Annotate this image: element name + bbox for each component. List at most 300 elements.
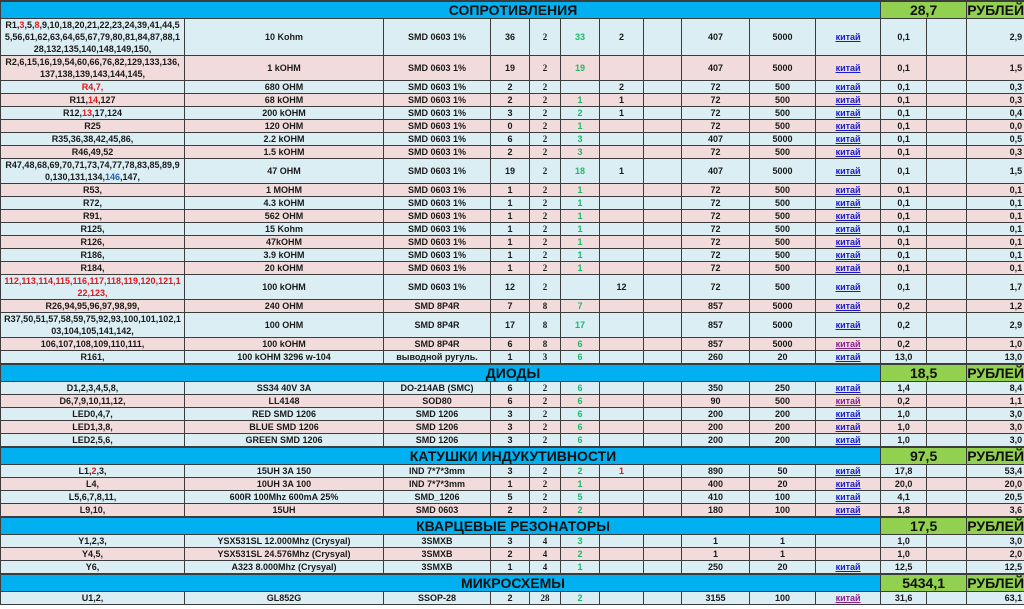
value-cell: 1 kOHM <box>185 56 384 81</box>
package-cell: SMD 0603 1% <box>384 197 491 210</box>
reel-price-cell: 72 <box>682 275 750 300</box>
empty-cell <box>644 81 682 94</box>
missing-cell <box>600 338 644 351</box>
supplier-cell <box>816 491 881 504</box>
qty-cell: 12 <box>491 275 530 300</box>
supplier-link[interactable]: китай <box>835 32 861 42</box>
table-row <box>1 300 1024 313</box>
designator-text: R35,36,38,42,45,86, <box>51 134 134 144</box>
supplier-link[interactable]: китай <box>835 409 861 419</box>
package-cell: SMD 0603 1% <box>384 184 491 197</box>
qty-cell: 1 <box>491 561 530 575</box>
empty-cell <box>644 210 682 223</box>
package-cell: SMD 0603 1% <box>384 133 491 146</box>
section-title <box>1 517 881 535</box>
section-sum: 17,5 <box>881 517 967 535</box>
total-cell: 3,0 <box>967 434 1024 448</box>
unit-price-cell: 0,1 <box>881 120 927 133</box>
package-cell: SMD 0603 1% <box>384 249 491 262</box>
qty-cell: 7 <box>491 300 530 313</box>
designators-cell <box>1 491 185 504</box>
supplier-link[interactable]: китай <box>835 147 861 157</box>
total-cell: 0,0 <box>967 120 1024 133</box>
reel-qty-cell: 500 <box>750 262 816 275</box>
unit-price-cell: 1,0 <box>881 408 927 421</box>
reel-qty-cell: 20 <box>750 351 816 365</box>
designator-text: 8 <box>34 20 40 30</box>
empty-cell <box>927 236 967 249</box>
designators-cell <box>1 478 185 491</box>
package-cell: SMD 8P4R <box>384 313 491 338</box>
designators-cell <box>1 338 185 351</box>
package-cell: SMD 0603 1% <box>384 210 491 223</box>
missing-cell <box>600 548 644 561</box>
pins-cell: 2 <box>530 184 561 197</box>
empty-cell <box>927 351 967 365</box>
package-cell: SMD 0603 1% <box>384 159 491 184</box>
reel-price-cell: 72 <box>682 94 750 107</box>
total-cell: 0,3 <box>967 146 1024 159</box>
supplier-cell <box>816 210 881 223</box>
package-cell: SMD 0603 1% <box>384 94 491 107</box>
supplier-link[interactable]: китай <box>835 108 861 118</box>
qty-cell: 3 <box>491 434 530 448</box>
stock-cell: 1 <box>561 94 600 107</box>
supplier-link[interactable]: китай <box>835 250 861 260</box>
qty-cell: 3 <box>491 465 530 478</box>
empty-cell <box>927 465 967 478</box>
supplier-link[interactable]: китай <box>835 320 861 330</box>
stock-cell: 3 <box>561 146 600 159</box>
empty-cell <box>644 382 682 395</box>
table-row <box>1 465 1024 478</box>
reel-price-cell: 260 <box>682 351 750 365</box>
empty-cell <box>644 421 682 434</box>
supplier-link[interactable]: китай <box>835 479 861 489</box>
value-cell: 47kOHM <box>185 236 384 249</box>
unit-price-cell: 0,1 <box>881 56 927 81</box>
package-cell: 3SMXB <box>384 548 491 561</box>
supplier-link[interactable]: китай <box>835 492 861 502</box>
supplier-link[interactable]: китай <box>835 211 861 221</box>
section-header <box>1 517 1024 535</box>
supplier-link[interactable]: китай <box>835 82 861 92</box>
reel-price-cell: 72 <box>682 81 750 94</box>
designators-cell <box>1 408 185 421</box>
empty-cell <box>644 236 682 249</box>
empty-cell <box>927 504 967 518</box>
reel-price-cell: 410 <box>682 491 750 504</box>
supplier-cell <box>816 421 881 434</box>
empty-cell <box>927 338 967 351</box>
empty-cell <box>927 81 967 94</box>
designator-text: ,17,124 <box>92 108 123 118</box>
supplier-link[interactable]: китай <box>835 301 861 311</box>
table-row <box>1 146 1024 159</box>
reel-qty-cell: 500 <box>750 210 816 223</box>
unit-price-cell: 0,1 <box>881 262 927 275</box>
qty-cell: 2 <box>491 94 530 107</box>
total-cell: 0,3 <box>967 81 1024 94</box>
missing-cell <box>600 504 644 518</box>
supplier-cell <box>816 504 881 518</box>
stock-cell: 18 <box>561 159 600 184</box>
empty-cell <box>644 223 682 236</box>
empty-cell <box>927 107 967 120</box>
designators-cell <box>1 535 185 548</box>
value-cell: GREEN SMD 1206 <box>185 434 384 448</box>
reel-price-cell: 72 <box>682 223 750 236</box>
pins-cell: 2 <box>530 210 561 223</box>
designator-text: R46,49,52 <box>71 147 114 157</box>
reel-price-cell: 72 <box>682 146 750 159</box>
unit-price-cell: 0,2 <box>881 313 927 338</box>
value-cell: 680 OHM <box>185 81 384 94</box>
value-cell: 600R 100Mhz 600mA 25% <box>185 491 384 504</box>
table-row <box>1 197 1024 210</box>
package-cell: SMD_1206 <box>384 491 491 504</box>
value-cell: 15 Kohm <box>185 223 384 236</box>
pins-cell: 8 <box>530 313 561 338</box>
missing-cell <box>600 313 644 338</box>
designator-text: ,147, <box>120 172 141 182</box>
missing-cell <box>600 434 644 448</box>
supplier-link[interactable]: китай <box>835 198 861 208</box>
reel-price-cell: 72 <box>682 236 750 249</box>
total-cell: 3,0 <box>967 421 1024 434</box>
table-row <box>1 107 1024 120</box>
stock-cell: 6 <box>561 421 600 434</box>
reel-price-cell: 1 <box>682 535 750 548</box>
designator-text: R91, <box>82 211 102 221</box>
pins-cell: 2 <box>530 236 561 249</box>
empty-cell <box>927 120 967 133</box>
empty-cell <box>644 159 682 184</box>
designators-cell <box>1 313 185 338</box>
reel-price-cell: 72 <box>682 107 750 120</box>
package-cell: SMD 0603 1% <box>384 223 491 236</box>
package-cell: SMD 0603 1% <box>384 107 491 120</box>
stock-cell: 6 <box>561 434 600 448</box>
pins-cell: 2 <box>530 434 561 448</box>
supplier-link[interactable]: китай <box>835 562 861 572</box>
package-cell: DO-214AB (SMC) <box>384 382 491 395</box>
value-cell: 10UH 3A 100 <box>185 478 384 491</box>
total-cell: 1,5 <box>967 159 1024 184</box>
value-cell: YSX531SL 12.000Mhz (Crysyal) <box>185 535 384 548</box>
empty-cell <box>927 313 967 338</box>
designators-cell <box>1 107 185 120</box>
package-cell: SMD 0603 1% <box>384 146 491 159</box>
designator-text: R47,48,68,69,70,71,73,74,77,78,83,85,89,90,130,131,134, <box>5 160 180 182</box>
unit-price-cell: 0,1 <box>881 210 927 223</box>
section-currency: РУБЛЕЙ <box>967 2 1024 18</box>
supplier-cell <box>816 548 881 561</box>
supplier-link[interactable]: китай <box>835 134 861 144</box>
missing-cell <box>600 561 644 575</box>
package-cell: SMD 0603 1% <box>384 81 491 94</box>
empty-cell <box>644 351 682 365</box>
supplier-cell <box>816 592 881 605</box>
unit-price-cell: 0,1 <box>881 94 927 107</box>
reel-qty-cell: 1 <box>750 535 816 548</box>
section-header <box>1 1 1024 19</box>
empty-cell <box>644 120 682 133</box>
designators-cell <box>1 56 185 81</box>
value-cell: GL852G <box>185 592 384 605</box>
total-cell: 3,6 <box>967 504 1024 518</box>
value-cell: 100 kOHM <box>185 338 384 351</box>
empty-cell <box>644 592 682 605</box>
designators-cell <box>1 223 185 236</box>
supplier-link[interactable]: китай <box>835 95 861 105</box>
reel-price-cell: 857 <box>682 300 750 313</box>
reel-price-cell: 72 <box>682 210 750 223</box>
qty-cell: 1 <box>491 210 530 223</box>
total-cell: 20,0 <box>967 478 1024 491</box>
designators-cell <box>1 184 185 197</box>
reel-qty-cell: 250 <box>750 382 816 395</box>
empty-cell <box>927 275 967 300</box>
qty-cell: 6 <box>491 338 530 351</box>
unit-price-cell: 4,1 <box>881 491 927 504</box>
supplier-link[interactable]: китай <box>835 396 861 406</box>
supplier-link[interactable]: китай <box>835 185 861 195</box>
reel-qty-cell: 5000 <box>750 56 816 81</box>
value-cell: 20 kOHM <box>185 262 384 275</box>
pins-cell: 2 <box>530 159 561 184</box>
reel-qty-cell: 500 <box>750 184 816 197</box>
value-cell: 15UH 3A 150 <box>185 465 384 478</box>
designator-text: R11, <box>69 95 88 105</box>
reel-qty-cell: 5000 <box>750 159 816 184</box>
pins-cell: 2 <box>530 275 561 300</box>
supplier-link[interactable]: китай <box>835 339 861 349</box>
empty-cell <box>927 535 967 548</box>
unit-price-cell: 0,1 <box>881 223 927 236</box>
total-cell: 1,5 <box>967 56 1024 81</box>
reel-qty-cell: 200 <box>750 421 816 434</box>
table-row <box>1 408 1024 421</box>
qty-cell: 2 <box>491 592 530 605</box>
package-cell: SMD 1206 <box>384 434 491 448</box>
reel-price-cell: 72 <box>682 197 750 210</box>
missing-cell: 1 <box>600 94 644 107</box>
supplier-cell <box>816 94 881 107</box>
supplier-cell <box>816 249 881 262</box>
value-cell: 10 Kohm <box>185 19 384 56</box>
table-row <box>1 159 1024 184</box>
table-row <box>1 56 1024 81</box>
designator-text: 112,113,114,115,116,117,118,119,120,121,122,123, <box>4 276 181 298</box>
section-currency: РУБЛЕЙ <box>967 448 1024 464</box>
table-row <box>1 434 1024 448</box>
unit-price-cell: 1,0 <box>881 535 927 548</box>
supplier-link[interactable]: китай <box>835 422 861 432</box>
supplier-link[interactable]: китай <box>835 383 861 393</box>
package-cell: SMD 8P4R <box>384 300 491 313</box>
supplier-link[interactable]: китай <box>835 505 861 515</box>
empty-cell <box>927 434 967 448</box>
reel-qty-cell: 5000 <box>750 133 816 146</box>
designator-text: L1, <box>78 466 92 476</box>
package-cell: SMD 0603 1% <box>384 275 491 300</box>
designator-text: Y4,5, <box>81 549 103 559</box>
missing-cell <box>600 133 644 146</box>
unit-price-cell: 0,1 <box>881 249 927 262</box>
pins-cell: 2 <box>530 120 561 133</box>
reel-qty-cell: 500 <box>750 223 816 236</box>
designator-text: R126, <box>80 237 105 247</box>
empty-cell <box>927 395 967 408</box>
unit-price-cell: 0,1 <box>881 159 927 184</box>
reel-price-cell: 250 <box>682 561 750 575</box>
stock-cell <box>561 81 600 94</box>
designators-cell <box>1 421 185 434</box>
supplier-link[interactable]: китай <box>835 263 861 273</box>
supplier-link[interactable]: китай <box>835 593 861 603</box>
empty-cell <box>927 94 967 107</box>
section-sum: 18,5 <box>881 364 967 382</box>
pins-cell: 2 <box>530 81 561 94</box>
table-row <box>1 395 1024 408</box>
missing-cell: 1 <box>600 107 644 120</box>
supplier-cell <box>816 382 881 395</box>
stock-cell: 2 <box>561 592 600 605</box>
package-cell: SMD 8P4R <box>384 338 491 351</box>
stock-cell: 17 <box>561 313 600 338</box>
table-row <box>1 249 1024 262</box>
reel-price-cell: 407 <box>682 56 750 81</box>
value-cell: 2.2 kOHM <box>185 133 384 146</box>
package-cell: IND 7*7*3mm <box>384 465 491 478</box>
package-cell: SMD 1206 <box>384 421 491 434</box>
table-row <box>1 184 1024 197</box>
table-row <box>1 351 1024 365</box>
supplier-link[interactable]: китай <box>835 237 861 247</box>
supplier-link[interactable]: китай <box>835 435 861 445</box>
supplier-cell <box>816 236 881 249</box>
reel-qty-cell: 50 <box>750 465 816 478</box>
reel-price-cell: 857 <box>682 338 750 351</box>
reel-qty-cell: 500 <box>750 120 816 133</box>
supplier-cell <box>816 197 881 210</box>
missing-cell <box>600 223 644 236</box>
supplier-link[interactable]: китай <box>835 282 861 292</box>
empty-cell <box>644 313 682 338</box>
qty-cell: 6 <box>491 133 530 146</box>
unit-price-cell: 1,0 <box>881 548 927 561</box>
empty-cell <box>927 197 967 210</box>
total-cell: 53,4 <box>967 465 1024 478</box>
qty-cell: 19 <box>491 56 530 81</box>
reel-qty-cell: 100 <box>750 592 816 605</box>
empty-cell <box>927 408 967 421</box>
package-cell: IND 7*7*3mm <box>384 478 491 491</box>
empty-cell <box>644 262 682 275</box>
pins-cell: 2 <box>530 133 561 146</box>
missing-cell <box>600 421 644 434</box>
reel-qty-cell: 20 <box>750 478 816 491</box>
designator-text: L5,6,7,8,11, <box>68 492 117 502</box>
reel-qty-cell: 5000 <box>750 313 816 338</box>
designator-text: Y6, <box>85 562 100 572</box>
pins-cell: 2 <box>530 56 561 81</box>
table-row <box>1 382 1024 395</box>
unit-price-cell: 1,0 <box>881 421 927 434</box>
stock-cell: 2 <box>561 504 600 518</box>
supplier-link[interactable]: китай <box>835 352 861 362</box>
empty-cell <box>644 249 682 262</box>
unit-price-cell: 0,1 <box>881 81 927 94</box>
reel-qty-cell: 500 <box>750 236 816 249</box>
total-cell: 3,0 <box>967 408 1024 421</box>
designator-text: R2,6,15,16,19,54,60,66,76,82,129,133,136,137,138,139,143,144,145, <box>5 57 180 79</box>
supplier-link[interactable]: китай <box>835 63 861 73</box>
total-cell: 0,1 <box>967 184 1024 197</box>
unit-price-cell: 0,1 <box>881 107 927 120</box>
reel-price-cell: 180 <box>682 504 750 518</box>
section-sum: 28,7 <box>881 1 967 19</box>
section-sum: 5434,1 <box>881 574 967 592</box>
missing-cell: 12 <box>600 275 644 300</box>
reel-qty-cell: 5000 <box>750 19 816 56</box>
supplier-link[interactable]: китай <box>835 121 861 131</box>
empty-cell <box>644 478 682 491</box>
empty-cell <box>644 491 682 504</box>
reel-price-cell: 1 <box>682 548 750 561</box>
qty-cell: 2 <box>491 81 530 94</box>
designator-text: R161, <box>80 352 105 362</box>
empty-cell <box>644 197 682 210</box>
supplier-cell <box>816 300 881 313</box>
designators-cell <box>1 146 185 159</box>
supplier-cell <box>816 313 881 338</box>
designators-cell <box>1 159 185 184</box>
value-cell: 4.3 kOHM <box>185 197 384 210</box>
reel-price-cell: 407 <box>682 19 750 56</box>
value-cell: 100 kOHM 3296 w-104 <box>185 351 384 365</box>
supplier-cell <box>816 159 881 184</box>
supplier-link[interactable]: китай <box>835 166 861 176</box>
table-row <box>1 491 1024 504</box>
pins-cell: 2 <box>530 465 561 478</box>
qty-cell: 3 <box>491 421 530 434</box>
unit-price-cell: 0,1 <box>881 275 927 300</box>
supplier-link[interactable]: китай <box>835 224 861 234</box>
designators-cell <box>1 548 185 561</box>
value-cell: 120 OHM <box>185 120 384 133</box>
value-cell: 1 MOHM <box>185 184 384 197</box>
designators-cell <box>1 504 185 518</box>
supplier-link[interactable]: китай <box>835 466 861 476</box>
section-title <box>1 447 881 465</box>
total-cell: 2,0 <box>967 548 1024 561</box>
stock-cell: 19 <box>561 56 600 81</box>
designator-text: R12, <box>62 108 82 118</box>
empty-cell <box>927 491 967 504</box>
total-cell: 0,3 <box>967 94 1024 107</box>
missing-cell <box>600 56 644 81</box>
designator-text: ,5, <box>24 20 35 30</box>
designators-cell <box>1 592 185 605</box>
pins-cell: 28 <box>530 592 561 605</box>
designator-text: R184, <box>80 263 105 273</box>
total-cell: 0,1 <box>967 249 1024 262</box>
designator-text: R37,50,51,57,58,59,75,92,93,100,101,102,103,104,105,141,142, <box>4 314 181 336</box>
stock-cell: 5 <box>561 491 600 504</box>
missing-cell <box>600 351 644 365</box>
